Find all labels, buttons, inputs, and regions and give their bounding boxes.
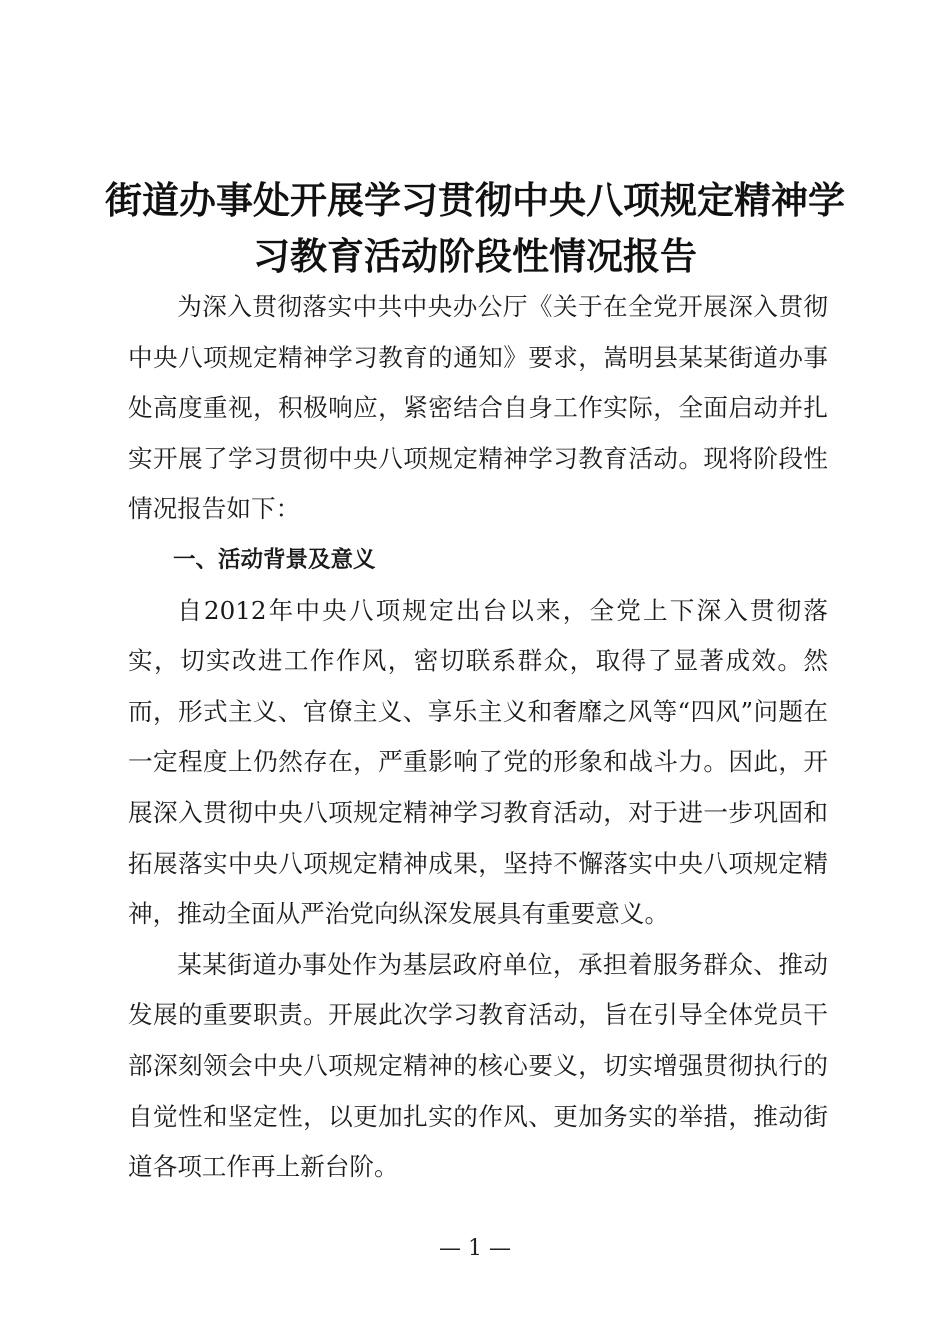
page-number: — 1 — [439,1236,511,1261]
title-line-2: 习教育活动阶段性情况报告 [253,234,697,278]
intro-paragraph: 为深入贯彻落实中共中央办公厅《关于在全党开展深入贯彻中央八项规定精神学习教育的通知》要求，嵩明县某某街道办事处高度重视，积极响应，紧密结合自身工作实际，全面启动并扎实开展了学习贯彻中央八项规定精神学习教育活动。现将阶段性情况报告如下： [128,292,828,524]
document-title [100,172,850,284]
section-1-paragraph-2: 某某街道办事处作为基层政府单位，承担着服务群众、推动发展的重要职责。开展此次学习教育活动，旨在引导全体党员干部深刻领会中央八项规定精神的核心要义，切实增强贯彻执行的自觉性和坚定性，以更加扎实的作风、更加务实的举措，推动街道各项工作再上新台阶。 [128,949,828,1182]
section-1-paragraph-1: 自2012年中央八项规定出台以来，全党上下深入贯彻落实，切实改进工作作风，密切联系群众，取得了显著成效。然而，形式主义、官僚主义、享乐主义和奢靡之风等“四风”问题在一定程度上仍然存在，严重影响了党的形象和战斗力。因此，开展深入贯彻中央八项规定精神学习教育活动，对于进一步巩固和拓展落实中央八项规定精神成果，坚持不懈落实中央八项规定精神，推动全面从严治党向纵深发展具有重要意义。 [128,595,828,929]
title-line-1: 街道办事处开展学习贯彻中央八项规定精神学 [105,178,845,222]
document-body [128,282,828,1193]
section-1-heading: 一、活动背景及意义 [173,546,376,573]
